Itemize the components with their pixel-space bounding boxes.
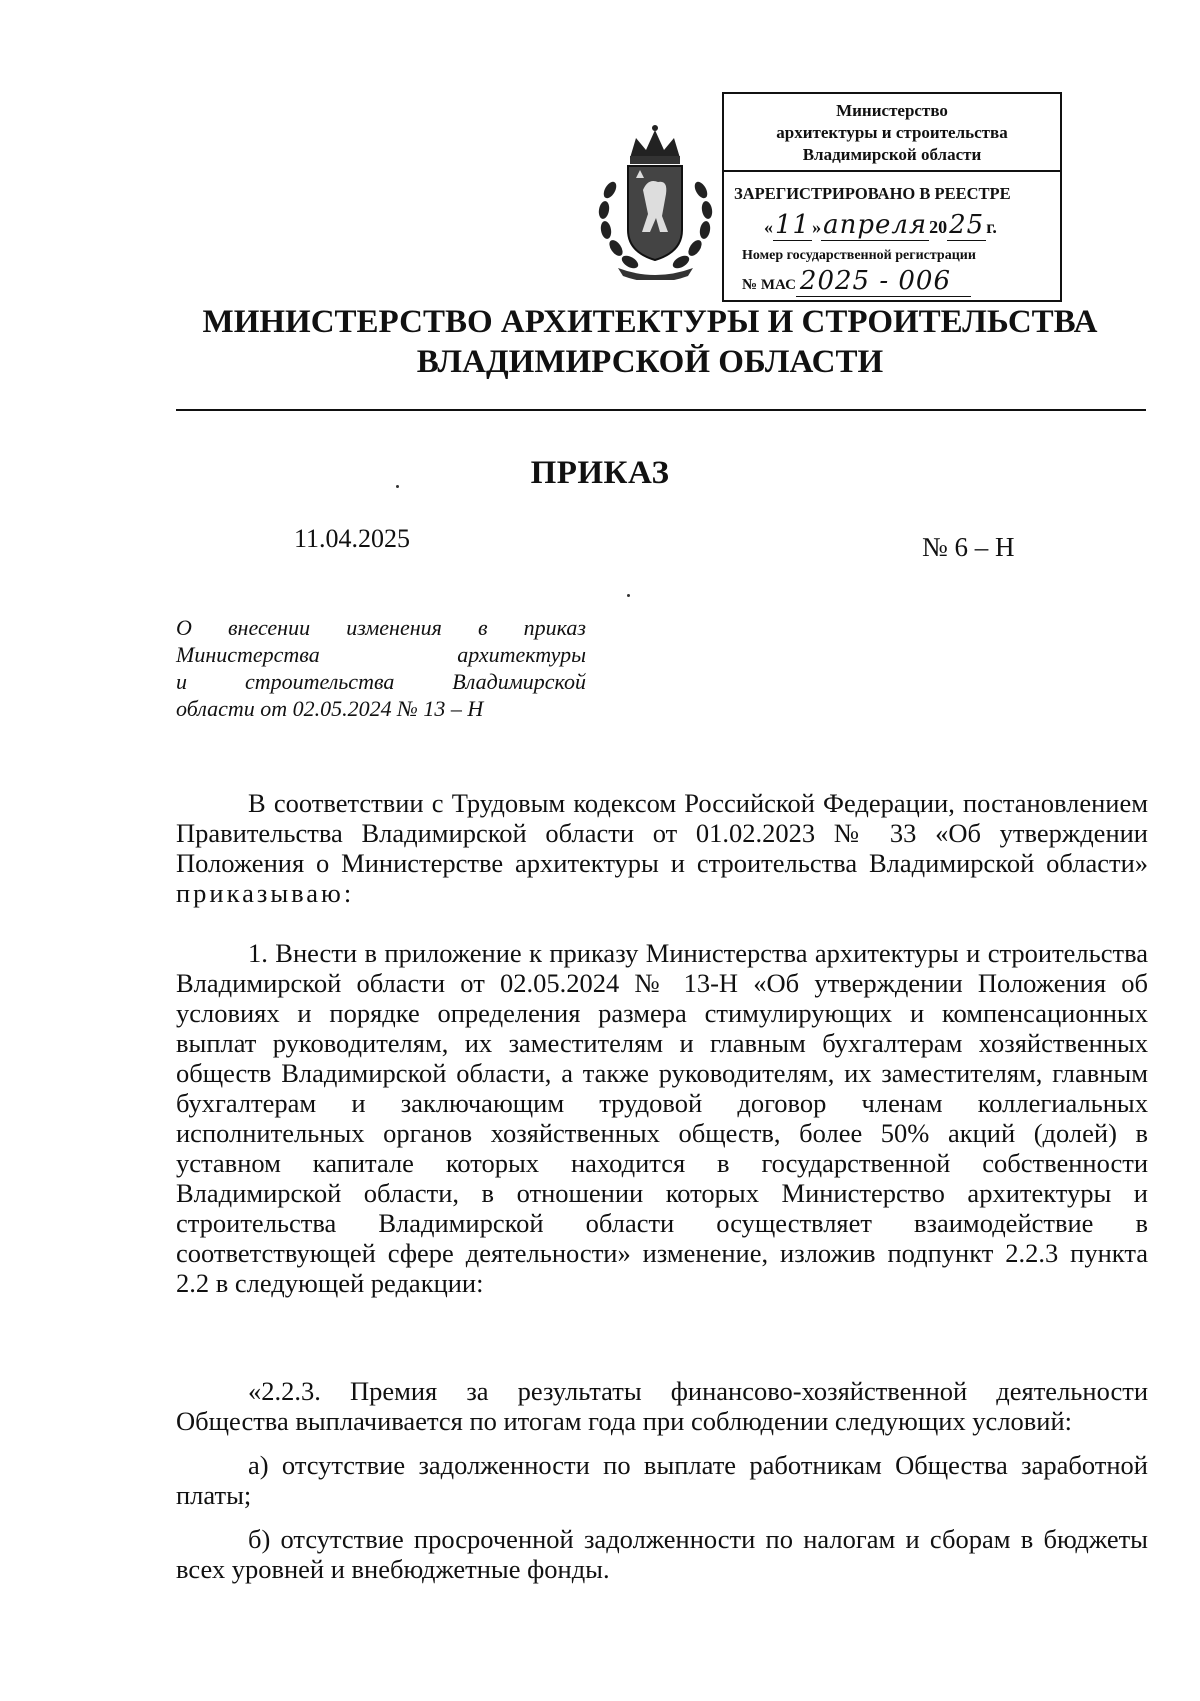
subject-word: приказ <box>523 615 586 640</box>
subject-line: области от 02.05.2024 № 13 – Н <box>176 696 484 721</box>
stamp-date-month: апреля <box>823 210 928 240</box>
stamp-reg-number-label: Номер государственной регистрации <box>742 248 976 263</box>
order-date: 11.04.2025 <box>294 524 411 553</box>
stamp-date-year: 25 <box>949 210 985 240</box>
coat-of-arms-emblem <box>588 120 723 280</box>
condition-a: а) отсутствие задолженности по выплате работникам Общества заработной платы; <box>176 1450 1148 1510</box>
ministry-name-line2: ВЛАДИМИРСКОЙ ОБЛАСТИ <box>416 344 884 380</box>
subject-word: внесении <box>228 615 311 640</box>
stamp-date-day: 11 <box>775 210 811 240</box>
document-type-title: ПРИКАЗ <box>530 455 670 491</box>
subject-line <box>176 668 586 695</box>
subject-line <box>176 641 586 668</box>
subject-word: и <box>176 669 187 694</box>
header-divider <box>176 409 1146 411</box>
stamp-reg-number-value: 2025 - 006 <box>796 266 971 297</box>
order-subject <box>176 614 586 722</box>
order-number: № 6 – Н <box>922 532 1015 562</box>
subject-word: Владимирской <box>452 669 586 694</box>
order-preamble: В соответствии с Трудовым кодексом Российской Федерации, постановлением Правительства Владимирской области от 01.02.2023 № 33 «Об утверждении Положения о Министерстве архитектуры и строительства Владимирской области» приказываю: <box>176 788 1148 908</box>
scan-speck <box>396 485 399 488</box>
subject-word: в <box>477 615 488 640</box>
clause-2-2-3: «2.2.3. Премия за результаты финансово-хозяйственной деятельности Общества выплачивается по итогам года при соблюдении следующих условий: <box>176 1376 1148 1436</box>
subject-word: строительства <box>244 669 395 694</box>
subject-word: О <box>176 615 192 640</box>
scan-speck <box>627 594 630 597</box>
stamp-registered-label: ЗАРЕГИСТРИРОВАНО В РЕЕСТРЕ <box>734 184 1011 203</box>
stamp-organization: Министерство архитектуры и строительства Владимирской области <box>724 94 1060 172</box>
order-item-1: 1. Внести в приложение к приказу Министерства архитектуры и строительства Владимирской области от 02.05.2024 № 13-Н «Об утверждении Положения об условиях и порядке определения размера стимулирующих и компенсационных выплат руководителям, их заместителям и главным бухгалтерам хозяйственных обществ Владимирской области, а также руководителям, их заместителям, главным бухгалтерам и заключающим трудовой договор членам коллегиальных исполнительных органов хозяйственных обществ, более 50% акций (долей) в уставном капитале которых находится в государственной собственности Владимирской области, в отношении которых Министерство архитектуры и строительства Владимирской области осуществляет взаимодействие в соответствующей сфере деятельности» изменение, изложив подпункт 2.2.3 пункта 2.2 в следующей редакции: <box>176 938 1148 1298</box>
subject-word: архитектуры <box>457 642 586 667</box>
stamp-registration-date: «11 »апреля 2025 г. <box>764 210 997 240</box>
condition-b: б) отсутствие просроченной задолженности по налогам и сборам в бюджеты всех уровней и внебюджетные фонды. <box>176 1524 1148 1584</box>
subject-word: Министерства <box>176 642 320 667</box>
subject-word: изменения <box>346 615 442 640</box>
order-verb: приказываю: <box>176 878 355 908</box>
registration-stamp <box>722 92 1062 302</box>
subject-line <box>176 614 586 641</box>
ministry-name-line1: МИНИСТЕРСТВО АРХИТЕКТУРЫ И СТРОИТЕЛЬСТВА <box>202 304 1098 340</box>
stamp-reg-number: № МАС 2025 - 006 <box>742 266 1060 296</box>
